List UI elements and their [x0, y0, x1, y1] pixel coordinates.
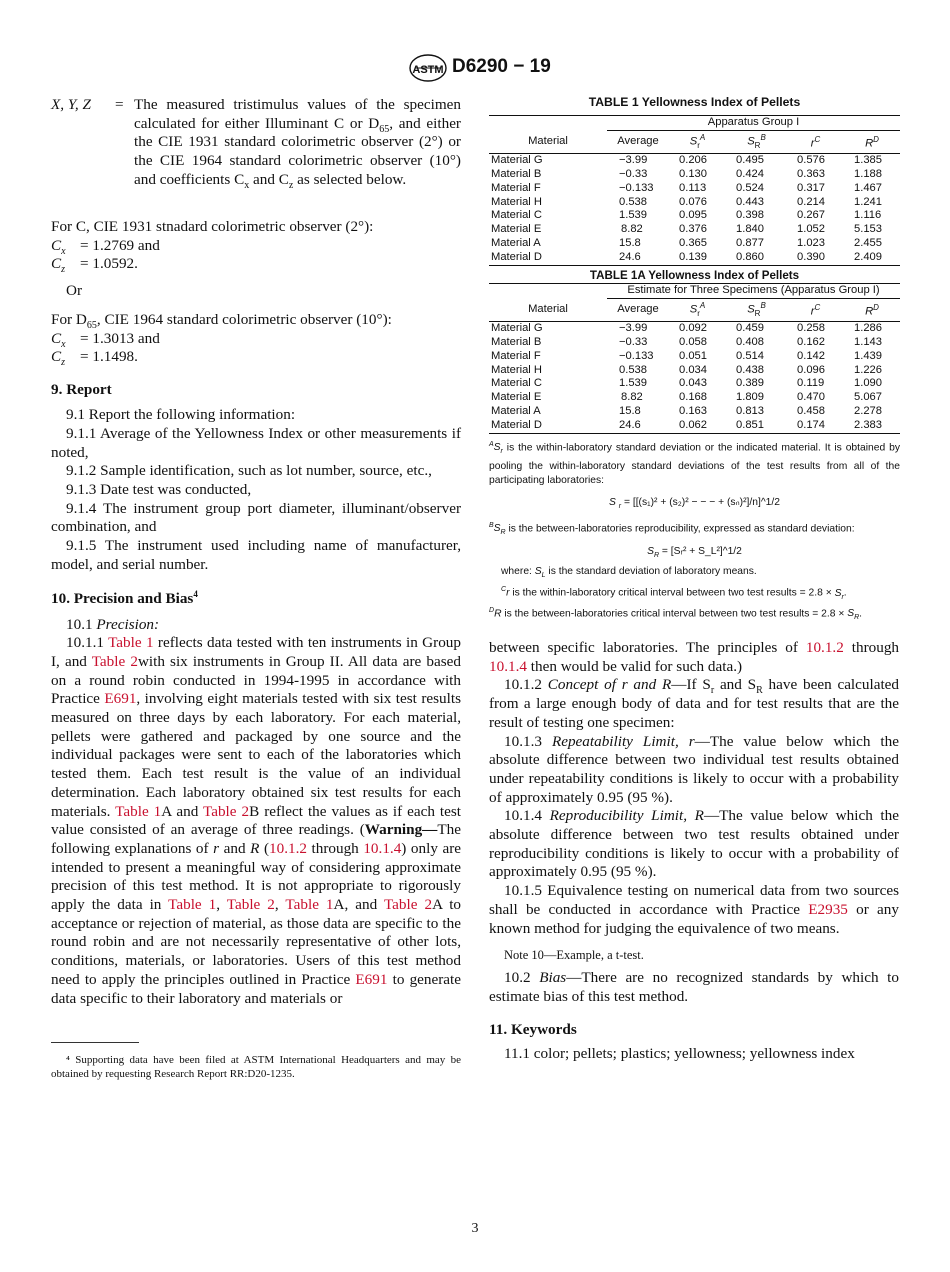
- table1-cell: 0.538: [619, 195, 647, 208]
- link-table-2[interactable]: Table 2: [226, 896, 275, 914]
- table1-cell: Material G: [491, 153, 543, 166]
- table1-cell: 15.8: [619, 237, 641, 250]
- table1-row: [489, 237, 900, 251]
- table1a-row: [489, 405, 900, 419]
- table1a-cell: 0.458: [797, 405, 825, 418]
- link-10-1-2[interactable]: 10.1.2: [805, 639, 844, 656]
- link-e2935[interactable]: E2935: [808, 900, 848, 918]
- table1-cell: 0.130: [679, 167, 707, 180]
- table1-cell: 1.539: [619, 209, 647, 222]
- coefficients-c: $C_x$ = 1.2769 and $C_z$ = 1.0592.: [51, 236, 160, 275]
- table1a-row: [489, 391, 900, 405]
- table1-cell: 2.409: [854, 251, 882, 264]
- para-9-1-5: 9.1.5 The instrument used including name of manufacturer, model, and serial number.: [51, 537, 461, 573]
- table1-cell: 1.241: [854, 195, 882, 208]
- page-number: 3: [471, 1221, 479, 1236]
- table1-cell: 0.877: [736, 237, 764, 250]
- table1-cell: 0.390: [797, 251, 825, 264]
- link-table-2[interactable]: Table 2: [383, 896, 433, 914]
- table1-cell: −0.133: [619, 181, 654, 194]
- link-table-1[interactable]: Table 1: [115, 802, 162, 820]
- table-1-title: TABLE 1 Yellowness Index of Pellets: [588, 95, 801, 109]
- link-table-2[interactable]: Table 2: [91, 652, 138, 670]
- section-11-title: 11. Keywords: [489, 1021, 577, 1039]
- table1-row: [489, 153, 900, 167]
- table1a-cell: −3.99: [619, 321, 648, 334]
- table1a-cell: 1.226: [854, 363, 882, 376]
- table-1-header-row: Material Average $S_r^A$ $S_R^B$ $r^C$ $R^D$: [489, 130, 900, 153]
- table1-cell: 24.6: [619, 251, 641, 264]
- table1-cell: Material B: [491, 167, 542, 180]
- para-9-1-1: 9.1.1 Average of the Yellowness Index or other measurements if noted,: [51, 424, 461, 461]
- table1-cell: 1.023: [797, 237, 825, 250]
- table1-cell: Material C: [491, 209, 542, 222]
- para-10-1-1: 10.1.1 Table 1 reflects data tested with ten instruments in Group I, and Table 2with six instruments in Group II. All data are based on a round robin conducted in 1994-1995 in accordance with Practice E691, involving eight materials tested with six test results measured on three days by each laboratory. For each material, pellets were gathered and packaged by one source and the individual packages were sent to each of the laboratories which tested them. Each test result is the value of an individual determination. Each laboratory obtained six test results for each materials. Table 1A and Table 2B reflect the values as if each test value consisted of an average of three readings. (Warning—The following explanations of r and R (10.1.2 through 10.1.4) only are intended to present a meaningful way of considering approximate precision of this test method. It is not appropriate to rigorously apply the data in Table 1, Table 2, Table 1A, and Table 2A to acceptance or rejection of material, as those data are specific to the round robin and are not necessarily representative of other lots, conditions, materials, or laboratories. Users of this test method need to apply the principles outlined in Practice E691 to generate data specific to their laboratory and materials or: [51, 634, 462, 1007]
- para-10-1-5: 10.1.5 Equivalence testing on numerical data from two sources shall be conducted in accordance with Practice E2935 or any known method for judging the equivalence of two means.: [489, 882, 899, 937]
- table-1a-title: TABLE 1A Yellowness Index of Pellets: [589, 269, 800, 282]
- note-10: Note 10—Example, a t-test.: [504, 948, 644, 963]
- table1-cell: 0.095: [679, 209, 707, 222]
- table1a-row: [489, 336, 900, 350]
- table-1: [489, 95, 900, 266]
- table-footnote-d: $^D$R is the between-laboratories critical interval between two test results = $2.8 \times S_R$.: [489, 606, 863, 622]
- table1a-cell: 0.258: [797, 321, 825, 334]
- table1-cell: Material H: [491, 195, 542, 208]
- table1a-cell: 0.142: [797, 349, 825, 362]
- table1-cell: −0.33: [619, 167, 648, 180]
- table1-cell: 0.206: [679, 153, 707, 166]
- para-10-1: 10.1 Precision:: [66, 615, 160, 633]
- para-9-1-4: 9.1.4 The instrument group port diameter, illuminant/observer combination, and: [51, 499, 461, 536]
- table1a-cell: 0.162: [797, 335, 825, 348]
- table1a-cell: 24.6: [619, 419, 641, 432]
- table1-cell: 1.840: [736, 223, 764, 236]
- table1-cell: 0.398: [736, 209, 764, 222]
- table1-cell: 1.052: [797, 223, 825, 236]
- table1a-row: [489, 377, 900, 391]
- xyz-definition: X, Y, Z = The measured tristimulus values of the specimen calculated for either Illuminant C or $D_{65}$, and either the CIE 1931 standard colorimetric observer (2°) or the CIE 1964 standard colorimetric observer (10°) and coefficients $C_x$ and $C_z$ as selected below.: [51, 96, 461, 191]
- link-table-2[interactable]: Table 2: [203, 802, 250, 820]
- link-10-1-4[interactable]: 10.1.4: [363, 839, 402, 857]
- table1-cell: −3.99: [619, 153, 648, 166]
- table-footnote-a: $^AS_r$ is the within-laboratory standard deviation or the indicated material. It is obtained by pooling the within-laboratory standard deviations of the test results from all of the participating laboratories:: [489, 441, 900, 486]
- table1a-cell: 0.174: [797, 419, 825, 432]
- table1-cell: 0.860: [736, 251, 764, 264]
- table1a-row: [489, 364, 900, 378]
- table1a-cell: 5.067: [854, 391, 882, 404]
- table1a-cell: Material F: [491, 349, 541, 362]
- table1a-row: [489, 419, 900, 433]
- table1a-cell: 1.286: [854, 321, 882, 334]
- table1a-cell: 0.058: [679, 335, 707, 348]
- footnote-4: ⁴ Supporting data have been filed at ASTM International Headquarters and may be obtained by requesting Research Report RR:D20-1235.: [51, 1054, 461, 1080]
- for-c: For C, CIE 1931 stnadard colorimetric observer (2°):: [51, 218, 374, 235]
- table1-cell: 0.113: [679, 181, 707, 194]
- designation: D6290 − 19: [452, 56, 551, 77]
- link-table-1[interactable]: Table 1: [168, 896, 217, 914]
- table1-cell: 1.188: [854, 167, 882, 180]
- table1a-cell: 0.459: [736, 321, 764, 334]
- table-1a-header-row: Material Average $S_r^A$ $S_R^B$ $r^C$ $R^D$: [489, 298, 900, 321]
- table1-row: [489, 168, 900, 182]
- table-footnote-c: $^C$r is the within-laboratory critical interval between two test results = $2.8 \times S_r$.: [501, 586, 847, 601]
- para-10-1-4: 10.1.4 Reproducibility Limit, R—The value below which the absolute difference between two test results obtained under reproducibility conditions is likely to occur with a probability of approximately 0.95 (95 %).: [489, 807, 899, 881]
- table1a-cell: Material B: [491, 335, 542, 348]
- link-e691[interactable]: E691: [355, 970, 388, 988]
- para-continued: between specific laboratories. The principles of 10.1.2 through 10.1.4 then would be valid for such data.): [489, 639, 900, 675]
- table1-cell: 0.317: [797, 181, 825, 194]
- table1a-cell: 0.470: [797, 391, 825, 404]
- link-10-1-2[interactable]: 10.1.2: [269, 839, 307, 857]
- table1-cell: 0.076: [679, 195, 707, 208]
- table1-row: [489, 251, 900, 265]
- table-where: where: $S_L$ is the standard deviation of laboratory means.: [501, 566, 757, 580]
- table1a-cell: 15.8: [619, 405, 641, 418]
- table1-cell: 0.443: [736, 195, 764, 208]
- table1a-cell: Material G: [491, 321, 543, 334]
- table1-cell: 0.524: [736, 181, 764, 194]
- table1a-cell: 0.538: [619, 363, 647, 376]
- table1a-row: [489, 321, 900, 335]
- table1-cell: 1.467: [854, 181, 882, 194]
- table1a-cell: 1.809: [736, 391, 764, 404]
- table1a-cell: 0.062: [679, 419, 707, 432]
- table1-cell: 2.455: [854, 237, 882, 250]
- table1a-cell: 1.439: [854, 349, 882, 362]
- table1a-cell: 1.539: [619, 377, 647, 390]
- table1-cell: Material F: [491, 181, 541, 194]
- table-1a: [489, 269, 900, 624]
- table1a-cell: 0.043: [679, 377, 707, 390]
- link-table-1[interactable]: Table 1: [108, 634, 154, 652]
- table1-cell: 0.214: [797, 195, 825, 208]
- table1-row: [489, 196, 900, 210]
- svg-text:ASTM: ASTM: [412, 64, 444, 76]
- para-9-1-2: 9.1.2 Sample identification, such as lot number, source, etc.,: [66, 462, 432, 480]
- table1a-cell: 0.096: [797, 363, 825, 376]
- table1a-cell: 0.092: [679, 321, 707, 334]
- table1-cell: 0.139: [679, 251, 707, 264]
- table1-cell: 5.153: [854, 223, 882, 236]
- para-10-1-3: 10.1.3 Repeatability Limit, r—The value below which the absolute difference between two individual test results obtained under repeatability conditions is likely to occur with a probability of approximately 0.95 (95 %).: [489, 732, 899, 806]
- section-10-title: 10. Precision and Bias$^4$: [51, 589, 198, 608]
- astm-logo: [409, 54, 447, 87]
- table1a-cell: −0.33: [619, 335, 648, 348]
- table1-cell: Material E: [491, 223, 542, 236]
- or-text: Or: [66, 281, 83, 299]
- footnote-rule: [51, 1042, 139, 1043]
- table1a-cell: 0.851: [736, 419, 764, 432]
- table1-cell: 8.82: [621, 223, 643, 236]
- table1a-cell: 0.034: [679, 363, 707, 376]
- table1a-cell: 2.383: [854, 419, 882, 432]
- table1-cell: 0.424: [736, 167, 764, 180]
- table1a-cell: Material H: [491, 363, 542, 376]
- table1-cell: 0.365: [679, 237, 707, 250]
- table1-cell: 0.495: [736, 153, 764, 166]
- table1a-cell: 1.143: [854, 335, 882, 348]
- para-10-2: 10.2 Bias—There are no recognized standards by which to estimate bias of this test method.: [489, 968, 899, 1005]
- table1a-cell: 0.168: [679, 391, 707, 404]
- table-1a-group-header: Estimate for Three Specimens (Apparatus Group I): [607, 284, 900, 298]
- section-9-title: 9. Report: [51, 381, 112, 399]
- table1-cell: Material A: [491, 237, 541, 250]
- table1a-cell: 2.278: [854, 405, 882, 418]
- table1a-cell: 0.051: [679, 349, 707, 362]
- table1a-cell: 0.514: [736, 349, 764, 362]
- coefficients-d65: $C_x$ = 1.3013 and $C_z$ = 1.1498.: [51, 330, 160, 369]
- for-d65: For $D_{65}$, CIE 1964 standard colorimetric observer (10°):: [51, 311, 392, 332]
- table1-row: [489, 209, 900, 223]
- table1-cell: 0.267: [797, 209, 825, 222]
- table1a-row: [489, 350, 900, 364]
- table-1-group-header: Apparatus Group I: [607, 116, 900, 130]
- table1-cell: 0.376: [679, 223, 707, 236]
- table1a-cell: −0.133: [619, 349, 654, 362]
- table1a-cell: Material D: [491, 419, 542, 432]
- table1a-cell: 1.090: [854, 377, 882, 390]
- table1-row: [489, 182, 900, 196]
- para-10-1-2: 10.1.2 Concept of r and R—If $S_r$ and $S_R$ have been calculated from a large enough body of data and for test results that are the result of testing one specimen:: [489, 676, 899, 731]
- table1a-cell: 0.163: [679, 405, 707, 418]
- table1a-cell: 0.813: [736, 405, 764, 418]
- table-footnote-b: $^BS_R$ is the between-laboratories reproducibility, expressed as standard deviation:: [489, 521, 855, 537]
- table1-cell: 0.576: [797, 153, 825, 166]
- table1a-cell: Material C: [491, 377, 542, 390]
- link-e691[interactable]: E691: [104, 690, 137, 708]
- para-11-1: 11.1 color; pellets; plastics; yellowness; yellowness index: [504, 1045, 855, 1063]
- link-table-1[interactable]: Table 1: [285, 896, 334, 914]
- table1-row: [489, 223, 900, 237]
- table1a-cell: Material A: [491, 405, 541, 418]
- table1-cell: 1.116: [854, 209, 882, 222]
- table1-cell: 1.385: [854, 153, 882, 166]
- table1a-cell: 0.389: [736, 377, 764, 390]
- table1a-cell: 0.438: [736, 363, 764, 376]
- para-9-1-3: 9.1.3 Date test was conducted,: [66, 480, 252, 498]
- link-10-1-4[interactable]: 10.1.4: [489, 657, 527, 675]
- table1-cell: Material D: [491, 251, 542, 264]
- table1a-cell: 8.82: [621, 391, 643, 404]
- equation-sr: S $_r$ = [[(s₁)² + (s₂)² − − − + (sₙ)²]/n]^1/2: [609, 496, 780, 510]
- table1a-cell: Material E: [491, 391, 542, 404]
- para-9-1: 9.1 Report the following information:: [66, 406, 296, 424]
- table1a-cell: 0.119: [797, 377, 825, 390]
- table1-cell: 0.363: [797, 167, 825, 180]
- table1a-cell: 0.408: [736, 335, 764, 348]
- equation-sR: $S_R$ = [Sᵣ² + S_L²]^1/2: [647, 546, 742, 560]
